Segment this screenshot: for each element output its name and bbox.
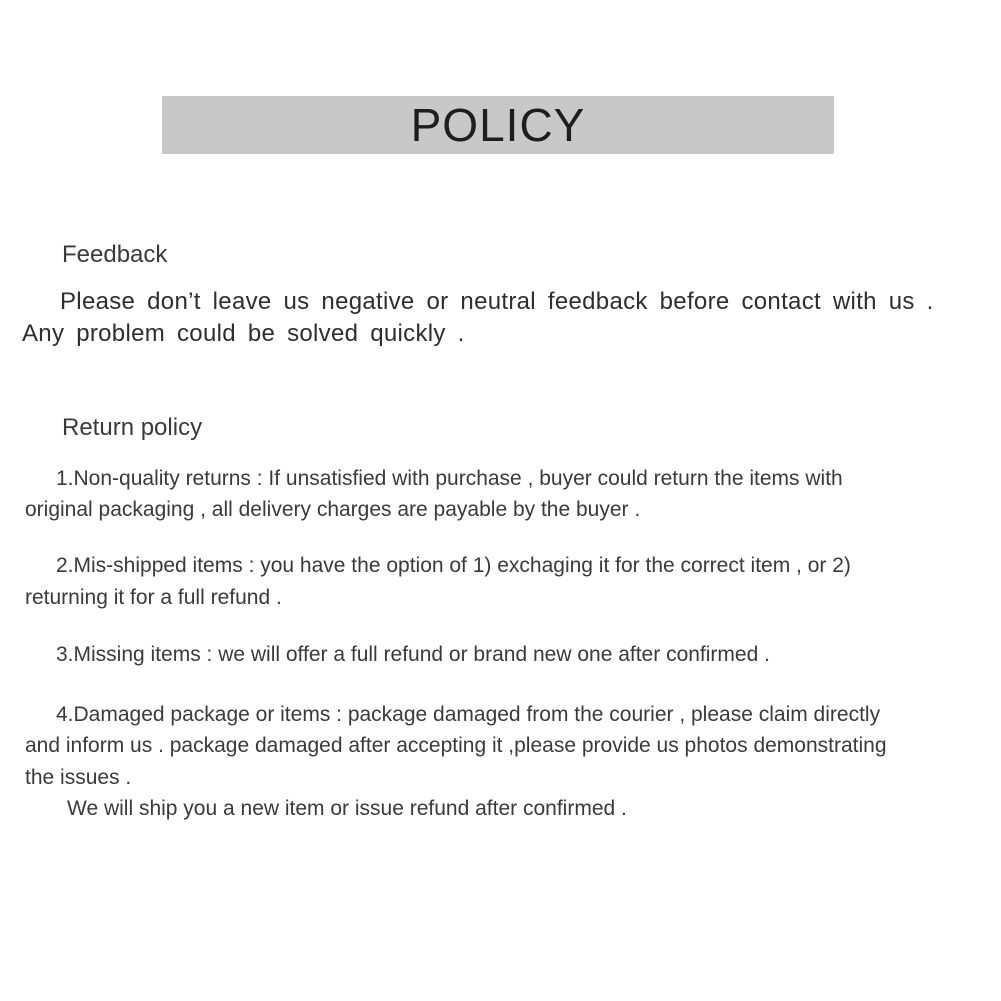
policy-item-damaged-package: 4.Damaged package or items : package damaged from the courier , please claim directly <box>56 703 881 726</box>
return-policy-heading: Return policy <box>62 414 203 441</box>
policy-item-mis-shipped: 2.Mis-shipped items : you have the option of 1) exchaging it for the correct item , or 2) <box>56 554 851 577</box>
policy-item-missing-items: 3.Missing items : we will offer a full refund or brand new one after confirmed . <box>56 643 770 666</box>
policy-item-damaged-package-cont: the issues . <box>25 766 132 789</box>
feedback-heading: Feedback <box>62 241 168 268</box>
feedback-text-line: Please don’t leave us negative or neutral feedback before contact with us . <box>60 288 934 315</box>
policy-title-banner <box>162 96 834 154</box>
policy-item-damaged-package-cont: and inform us . package damaged after accepting it ,please provide us photos demonstrating <box>25 734 887 757</box>
feedback-text-line: Any problem could be solved quickly . <box>22 320 465 347</box>
policy-item-non-quality-returns-cont: original packaging , all delivery charges are payable by the buyer . <box>25 498 641 521</box>
policy-item-non-quality-returns: 1.Non-quality returns : If unsatisfied with purchase , buyer could return the items with <box>56 467 843 490</box>
policy-item-mis-shipped-cont: returning it for a full refund . <box>25 586 282 609</box>
page-title: POLICY <box>410 99 586 151</box>
policy-item-damaged-package-note: We will ship you a new item or issue refund after confirmed . <box>67 797 627 820</box>
